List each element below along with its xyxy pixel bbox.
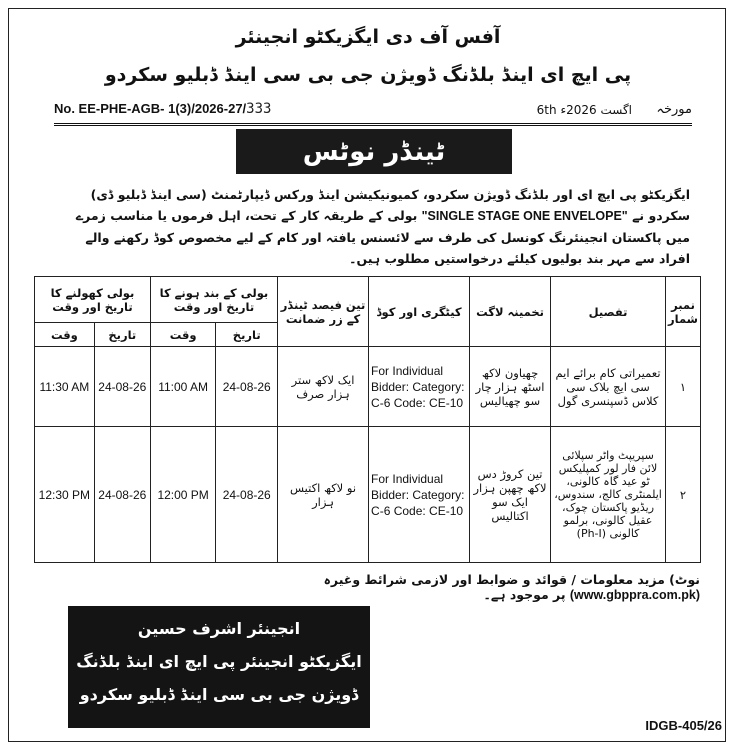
signature-block xyxy=(68,606,370,728)
note-part2: پر موجود ہے۔ xyxy=(483,587,566,602)
row1-closing-time: 11:00 AM xyxy=(150,347,216,427)
table-row xyxy=(35,347,701,427)
row2-closing-date: 24-08-26 xyxy=(216,427,278,563)
row1-opening-date: 24-08-26 xyxy=(94,347,150,427)
table-row xyxy=(35,427,701,563)
row2-opening-time: 12:30 PM xyxy=(35,427,95,563)
header-sr: نمبر شمار xyxy=(666,277,701,347)
intro-paragraph xyxy=(56,184,690,269)
note-line xyxy=(240,572,700,602)
row1-opening-time: 11:30 AM xyxy=(35,347,95,427)
intro-english: "SINGLE STAGE ONE ENVELOPE" xyxy=(421,209,628,223)
reference-number xyxy=(54,101,271,117)
header-closing: بولی کے بند ہونے کا تاریخ اور وقت xyxy=(150,277,277,323)
header-detail: تفصیل xyxy=(551,277,666,347)
row2-closing-time: 12:00 PM xyxy=(150,427,216,563)
row1-detail: تعمیراتی کام برائے ایم سی ایچ بلاک سی کلاس ڈسپنسری گول xyxy=(551,347,666,427)
header-closing-time: وقت xyxy=(150,323,216,347)
row2-sr: ۲ xyxy=(666,427,701,563)
tender-notice-banner: ٹینڈر نوٹس xyxy=(236,129,512,174)
reference-number-hand: 333 xyxy=(246,101,272,117)
footer-code: IDGB-405/26 xyxy=(645,718,722,733)
division-title: پی ایچ ای اینڈ بلڈنگ ڈویژن جی بی سی اینڈ ڈبلیو سکردو xyxy=(104,64,632,86)
row2-category: For Individual Bidder: Category: C-6 Code: CE-10 xyxy=(369,427,470,563)
intro-part2: بولی کے طریقہ کار کے تحت، اہل فرموں یا مناسب زمرے میں پاکستان انجینئرنگ کونسل کی طرف سے لائسنس یافتہ اور کام کے لیے مخصوص کوڈ رکھنے والے افراد سے مہر بند بولیوں کیلئے درخواستیں مطلوب ہیں۔ xyxy=(75,208,690,266)
row1-cost: چھیاون لاکھ اسٹھ ہزار چار سو چھیالیس xyxy=(470,347,551,427)
row2-opening-date: 24-08-26 xyxy=(94,427,150,563)
row1-security: ایک لاکھ ستر ہزار صرف xyxy=(278,347,369,427)
signature-division: ڈویژن جی بی سی اینڈ ڈبلیو سکردو xyxy=(79,685,359,704)
signature-designation: ایگزیکٹو انجینئر پی ایچ ای اینڈ بلڈنگ xyxy=(76,652,362,671)
header-cost: تخمینہ لاگت xyxy=(470,277,551,347)
reference-number-text: No. EE-PHE-AGB- 1(3)/2026-27/ xyxy=(54,101,247,116)
header-category: کیٹگری اور کوڈ xyxy=(369,277,470,347)
header-opening: بولی کھولنے کا تاریخ اور وقت xyxy=(35,277,151,323)
signature-name: انجینئر اشرف حسین xyxy=(137,619,301,638)
note-url: (www.gbppra.com.pk) xyxy=(569,588,700,602)
header-closing-date: تاریخ xyxy=(216,323,278,347)
row1-category: For Individual Bidder: Category: C-6 Code: CE-10 xyxy=(369,347,470,427)
reference-line xyxy=(54,101,692,126)
row2-detail: سپریپٹ واٹر سپلائی لائن فار لور کمپلیکس ٹو عید گاہ کالونی، ایلمنٹری کالج، سندوس، ریڈیو پاکستان چوک، عقیل کالونی، برلمو کالونی (Ph-I) xyxy=(551,427,666,563)
row1-sr: ۱ xyxy=(666,347,701,427)
row2-security: نو لاکھ اکتیس ہزار xyxy=(278,427,369,563)
intro-part1: ایگزیکٹو پی ایچ ای اور بلڈنگ ڈویژن سکردو، کمیونیکیشن اینڈ ورکس ڈیپارٹمنٹ (سی اینڈ ڈبلیو ڈی) سکردو نے xyxy=(90,187,690,223)
header-security: تین فیصد ٹینڈر کے زر ضمانت xyxy=(278,277,369,347)
header-opening-time: وقت xyxy=(35,323,95,347)
header-opening-date: تاریخ xyxy=(94,323,150,347)
tender-table xyxy=(34,276,701,563)
office-title: آفس آف دی ایگزیکٹو انجینئر xyxy=(235,26,501,48)
reference-date: 6th اگست 2026ء xyxy=(536,103,632,117)
note-part1: نوٹ) مزید معلومات / قوائد و ضوابط اور لازمی شرائط وغیرہ xyxy=(323,572,700,587)
date-label: مورخہ xyxy=(656,102,692,117)
row2-cost: تین کروڑ دس لاکھ چھپن ہزار ایک سو اکتالیس xyxy=(470,427,551,563)
row1-closing-date: 24-08-26 xyxy=(216,347,278,427)
